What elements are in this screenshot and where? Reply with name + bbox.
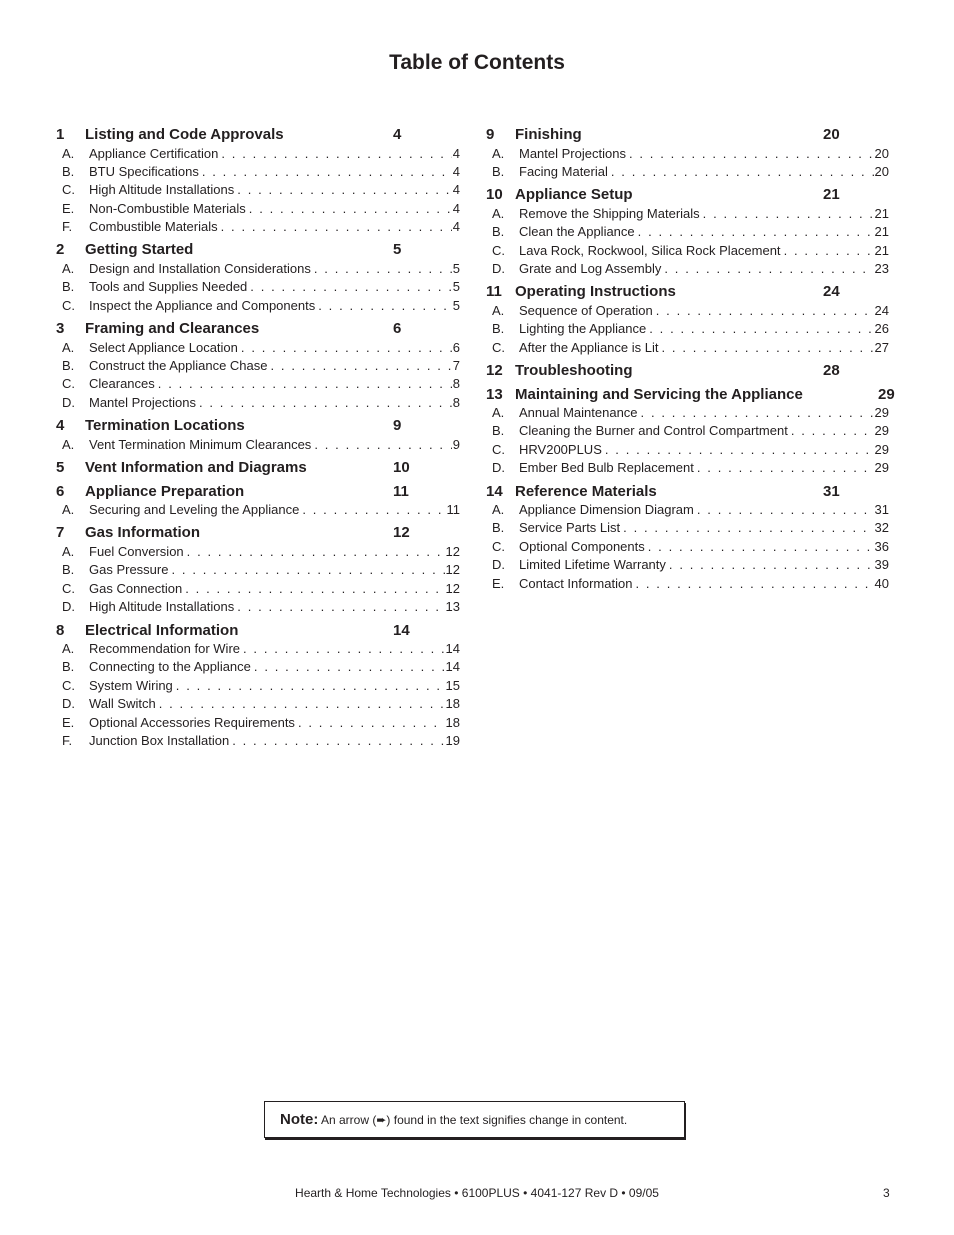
entry-title: Clean the Appliance [519, 224, 635, 240]
toc-section [486, 362, 889, 382]
toc-entry[interactable] [486, 502, 889, 520]
section-page: 4 [393, 126, 402, 143]
entry-title: Gas Pressure [89, 562, 169, 578]
entry-title: Mantel Projections [89, 394, 196, 410]
section-number: 13 [486, 385, 503, 403]
entry-page: 5 [452, 279, 460, 295]
entry-page: 21 [874, 224, 889, 240]
entry-page: 4 [452, 163, 460, 179]
entry-page: 29 [874, 460, 889, 476]
toc-entry[interactable] [56, 696, 460, 714]
entry-page: 29 [874, 423, 889, 439]
dot-leader [243, 641, 445, 656]
toc-section [56, 459, 460, 479]
entry-page: 24 [874, 302, 889, 318]
entry-letter: E. [62, 200, 75, 216]
toc-entry[interactable] [56, 599, 460, 617]
section-title: Electrical Information [85, 621, 239, 639]
entry-title: Construct the Appliance Chase [89, 358, 268, 374]
entry-letter: F. [62, 732, 73, 748]
dot-leader [232, 733, 444, 748]
dot-leader [158, 376, 452, 391]
section-heading[interactable] [56, 241, 460, 261]
dot-leader [318, 298, 452, 313]
section-title: Finishing [515, 126, 582, 143]
entry-title: Recommendation for Wire [89, 641, 240, 657]
entry-page: 14 [445, 641, 460, 657]
toc-entry[interactable] [486, 405, 889, 423]
section-page: 9 [393, 417, 402, 435]
entry-page: 20 [874, 163, 889, 179]
section-number: 14 [486, 482, 503, 500]
entry-title: Annual Maintenance [519, 405, 638, 421]
entry-title: Appliance Certification [89, 145, 219, 161]
entry-page: 19 [445, 732, 460, 748]
toc-entry[interactable] [56, 219, 460, 237]
entry-title: Contact Information [519, 575, 633, 591]
page-title: Table of Contents [389, 51, 565, 74]
toc-section [56, 417, 460, 455]
dot-leader [159, 696, 445, 711]
dot-leader [649, 321, 873, 336]
toc-entry[interactable] [56, 376, 460, 394]
entry-title: Grate and Log Assembly [519, 260, 662, 276]
entry-page: 4 [452, 182, 460, 198]
entry-title: High Altitude Installations [89, 182, 235, 198]
toc-section [486, 283, 889, 358]
dot-leader [202, 164, 452, 179]
entry-letter: D. [62, 394, 75, 410]
dot-leader [664, 261, 873, 276]
section-title: Termination Locations [85, 417, 245, 435]
section-page: 21 [823, 186, 840, 204]
toc-entry[interactable] [486, 146, 889, 164]
entry-letter: A. [62, 641, 75, 657]
section-number: 7 [56, 524, 65, 542]
entry-letter: C. [492, 538, 505, 554]
entry-letter: B. [492, 321, 505, 337]
entry-letter: A. [62, 145, 75, 161]
entry-letter: F. [62, 219, 73, 235]
toc-entry[interactable] [486, 224, 889, 242]
dot-leader [635, 576, 873, 591]
entry-page: 7 [452, 358, 460, 374]
toc-entry[interactable] [56, 678, 460, 696]
dot-leader [656, 303, 874, 318]
entry-title: System Wiring [89, 677, 173, 693]
dot-leader [221, 219, 452, 234]
toc-entry[interactable] [56, 358, 460, 376]
entry-page: 8 [452, 394, 460, 410]
toc-entry[interactable] [56, 562, 460, 580]
section-number: 6 [56, 482, 65, 500]
section-heading[interactable] [56, 417, 460, 437]
entry-letter: A. [492, 205, 505, 221]
entry-title: Optional Accessories Requirements [89, 714, 295, 730]
section-number: 3 [56, 320, 65, 338]
dot-leader [697, 460, 874, 475]
entry-letter: A. [492, 502, 505, 518]
entry-title: Fuel Conversion [89, 543, 184, 559]
entry-page: 18 [445, 696, 460, 712]
entry-title: Lava Rock, Rockwool, Silica Rock Placement [519, 242, 781, 258]
entry-letter: C. [62, 297, 75, 313]
entry-letter: B. [492, 163, 505, 179]
entry-page: 31 [874, 502, 889, 518]
entry-letter: C. [62, 677, 75, 693]
dot-leader [669, 557, 874, 572]
dot-leader [221, 146, 451, 161]
toc-entry[interactable] [486, 206, 889, 224]
toc-entry[interactable] [486, 460, 889, 478]
dot-leader [641, 405, 874, 420]
dot-leader [199, 395, 452, 410]
dot-leader [661, 340, 873, 355]
entry-letter: D. [62, 696, 75, 712]
section-page: 20 [823, 126, 840, 143]
toc-section [56, 524, 460, 617]
entry-title: Lighting the Appliance [519, 321, 647, 337]
entry-title: Vent Termination Minimum Clearances [89, 436, 312, 452]
entry-letter: A. [62, 436, 75, 452]
section-title: Listing and Code Approvals [85, 126, 284, 143]
entry-letter: B. [62, 659, 75, 675]
section-title: Gas Information [85, 524, 201, 542]
toc-entry[interactable] [486, 539, 889, 557]
entry-letter: B. [492, 520, 505, 536]
dot-leader [605, 442, 874, 457]
entry-title: Gas Connection [89, 580, 183, 596]
section-heading[interactable] [486, 362, 889, 382]
toc-entry[interactable] [486, 243, 889, 261]
entry-title: Combustible Materials [89, 219, 218, 235]
entry-letter: B. [492, 423, 505, 439]
entry-letter: C. [492, 242, 505, 258]
toc-entry[interactable] [56, 261, 460, 279]
entry-letter: B. [62, 358, 75, 374]
entry-page: 32 [874, 520, 889, 536]
entry-page: 39 [874, 557, 889, 573]
dot-leader [611, 164, 874, 179]
section-title: Reference Materials [515, 482, 657, 500]
entry-title: Ember Bed Bulb Replacement [519, 460, 694, 476]
entry-letter: A. [62, 543, 75, 559]
section-heading[interactable] [56, 459, 460, 479]
dot-leader [703, 206, 874, 221]
dot-leader [171, 562, 444, 577]
entry-title: Service Parts List [519, 520, 621, 536]
entry-title: High Altitude Installations [89, 599, 235, 615]
entry-letter: C. [62, 580, 75, 596]
toc-section [486, 385, 895, 479]
entry-title: Remove the Shipping Materials [519, 205, 700, 221]
entry-page: 9 [452, 436, 460, 452]
entry-page: 26 [874, 321, 889, 337]
section-heading[interactable] [486, 385, 895, 406]
toc-section [56, 241, 460, 316]
entry-letter: A. [62, 502, 75, 518]
toc-entry[interactable] [56, 733, 460, 751]
entry-letter: B. [62, 279, 75, 295]
entry-title: Sequence of Operation [519, 302, 653, 318]
toc-section [56, 320, 460, 413]
toc-entry[interactable] [56, 182, 460, 200]
dot-leader [185, 581, 444, 596]
toc-section [56, 126, 460, 237]
entry-letter: C. [62, 376, 75, 392]
entry-title: Facing Material [519, 163, 608, 179]
section-page: 14 [393, 621, 410, 639]
section-heading[interactable] [56, 483, 460, 503]
toc-entry[interactable] [56, 201, 460, 219]
entry-page: 23 [874, 260, 889, 276]
toc-right-column [486, 126, 895, 598]
section-number: 2 [56, 241, 65, 259]
entry-title: Securing and Leveling the Appliance [89, 502, 300, 518]
toc-entry[interactable] [56, 544, 460, 562]
entry-page: 4 [452, 219, 460, 235]
entry-letter: E. [62, 714, 75, 730]
section-page: 10 [393, 459, 410, 477]
section-page: 5 [393, 241, 402, 259]
toc-entry[interactable] [56, 340, 460, 358]
section-number: 4 [56, 417, 65, 435]
toc-entry[interactable] [56, 146, 460, 164]
section-page: 24 [823, 283, 840, 301]
toc-entry[interactable] [486, 303, 889, 321]
dot-leader [314, 261, 452, 276]
entry-page: 5 [452, 260, 460, 276]
entry-letter: D. [492, 557, 505, 573]
entry-title: Cleaning the Burner and Control Compartment [519, 423, 788, 439]
toc-section [56, 622, 460, 752]
entry-page: 40 [874, 575, 889, 591]
entry-letter: A. [492, 145, 505, 161]
section-heading[interactable] [486, 126, 889, 146]
entry-page: 21 [874, 205, 889, 221]
entry-page: 36 [874, 538, 889, 554]
entry-letter: C. [492, 339, 505, 355]
section-page: 28 [823, 362, 840, 380]
section-page: 6 [393, 320, 402, 338]
toc-entry[interactable] [56, 581, 460, 599]
dot-leader [241, 340, 452, 355]
page-number: 3 [883, 1186, 890, 1200]
entry-page: 14 [445, 659, 460, 675]
section-title: Appliance Setup [515, 186, 633, 204]
note-box [264, 1101, 685, 1138]
toc-entry[interactable] [56, 437, 460, 455]
entry-letter: C. [492, 441, 505, 457]
note-text: An arrow (➨) found in the text signifies change in content. [321, 1113, 628, 1127]
dot-leader [176, 678, 445, 693]
entry-title: Clearances [89, 376, 155, 392]
dot-leader [298, 715, 445, 730]
dot-leader [314, 437, 451, 452]
entry-letter: B. [492, 224, 505, 240]
entry-page: 27 [874, 339, 889, 355]
entry-title: Appliance Dimension Diagram [519, 502, 694, 518]
toc-entry[interactable] [486, 321, 889, 339]
dot-leader [791, 423, 874, 438]
toc-entry[interactable] [486, 442, 889, 460]
section-heading[interactable] [486, 186, 889, 206]
entry-page: 29 [874, 405, 889, 421]
toc-section [486, 483, 889, 594]
entry-page: 8 [452, 376, 460, 392]
toc-entry[interactable] [486, 261, 889, 279]
entry-page: 12 [445, 543, 460, 559]
entry-page: 4 [452, 145, 460, 161]
section-page: 12 [393, 524, 410, 542]
section-number: 11 [486, 283, 502, 301]
dot-leader [623, 520, 873, 535]
footer-text: Hearth & Home Technologies • 6100PLUS • 4041-127 Rev D • 09/05 [295, 1186, 659, 1200]
dot-leader [648, 539, 874, 554]
section-title: Appliance Preparation [85, 482, 245, 500]
section-page: 29 [878, 385, 895, 403]
entry-letter: D. [492, 460, 505, 476]
entry-page: 12 [445, 562, 460, 578]
section-heading[interactable] [56, 524, 460, 544]
dot-leader [784, 243, 874, 258]
entry-letter: A. [62, 260, 75, 276]
entry-letter: B. [62, 562, 75, 578]
note-label: Note: [280, 1111, 319, 1128]
entry-page: 18 [445, 714, 460, 730]
entry-title: BTU Specifications [89, 163, 199, 179]
toc-section [56, 483, 460, 521]
section-title: Maintaining and Servicing the Appliance [515, 385, 803, 403]
dot-leader [254, 659, 445, 674]
entry-page: 6 [452, 339, 460, 355]
entry-page: 21 [874, 242, 889, 258]
entry-letter: D. [492, 260, 505, 276]
section-heading[interactable] [486, 283, 889, 303]
section-number: 8 [56, 621, 65, 639]
entry-title: Tools and Supplies Needed [89, 279, 248, 295]
entry-letter: B. [62, 163, 75, 179]
toc-entry[interactable] [486, 520, 889, 538]
entry-letter: A. [62, 339, 75, 355]
entry-page: 11 [446, 502, 460, 518]
section-heading[interactable] [486, 483, 889, 503]
entry-title: Connecting to the Appliance [89, 659, 251, 675]
entry-page: 12 [445, 580, 460, 596]
toc-entry[interactable] [56, 164, 460, 182]
entry-title: Design and Installation Considerations [89, 260, 311, 276]
toc-entry[interactable] [486, 576, 889, 594]
section-title: Operating Instructions [515, 283, 676, 301]
entry-page: 29 [874, 441, 889, 457]
entry-title: Wall Switch [89, 696, 156, 712]
toc-entry[interactable] [486, 340, 889, 358]
entry-title: Junction Box Installation [89, 732, 230, 748]
entry-letter: C. [62, 182, 75, 198]
entry-page: 20 [874, 145, 889, 161]
section-heading[interactable] [56, 320, 460, 340]
entry-letter: E. [492, 575, 505, 591]
entry-title: Mantel Projections [519, 145, 626, 161]
section-number: 1 [56, 126, 65, 143]
entry-letter: A. [492, 302, 505, 318]
section-page: 11 [393, 482, 409, 500]
section-title: Vent Information and Diagrams [85, 459, 307, 477]
section-number: 5 [56, 459, 65, 477]
entry-title: After the Appliance is Lit [519, 339, 659, 355]
toc-entry[interactable] [56, 641, 460, 659]
section-title: Getting Started [85, 241, 194, 259]
toc-entry[interactable] [56, 659, 460, 677]
toc-entry[interactable] [486, 557, 889, 575]
toc-entry[interactable] [486, 423, 889, 441]
toc-entry[interactable] [56, 279, 460, 297]
toc-entry[interactable] [56, 715, 460, 733]
entry-title: Select Appliance Location [89, 339, 238, 355]
section-heading[interactable] [56, 622, 460, 642]
dot-leader [271, 358, 452, 373]
entry-page: 15 [445, 677, 460, 693]
dot-leader [250, 279, 451, 294]
entry-page: 13 [445, 599, 460, 615]
entry-title: Limited Lifetime Warranty [519, 557, 666, 573]
section-page: 31 [823, 482, 840, 500]
dot-leader [302, 502, 445, 517]
section-heading[interactable] [56, 126, 460, 146]
dot-leader [187, 544, 445, 559]
toc-entry[interactable] [56, 395, 460, 413]
dot-leader [237, 182, 452, 197]
dot-leader [697, 502, 874, 517]
dot-leader [237, 599, 444, 614]
entry-title: Optional Components [519, 538, 645, 554]
dot-leader [249, 201, 452, 216]
entry-page: 4 [452, 200, 460, 216]
entry-page: 5 [452, 297, 460, 313]
entry-letter: A. [492, 405, 505, 421]
dot-leader [629, 146, 874, 161]
section-number: 9 [486, 126, 495, 143]
entry-title: Inspect the Appliance and Components [89, 297, 316, 313]
entry-letter: D. [62, 599, 75, 615]
toc-entry[interactable] [56, 502, 460, 520]
section-number: 12 [486, 362, 503, 380]
section-title: Framing and Clearances [85, 320, 260, 338]
toc-left-column [56, 126, 460, 755]
toc-entry[interactable] [486, 164, 889, 182]
toc-section [486, 126, 889, 182]
section-number: 10 [486, 186, 503, 204]
toc-entry[interactable] [56, 298, 460, 316]
toc-section [486, 186, 889, 279]
entry-title: HRV200PLUS [519, 441, 602, 457]
dot-leader [638, 224, 874, 239]
entry-title: Non-Combustible Materials [89, 200, 246, 216]
section-title: Troubleshooting [515, 362, 633, 380]
